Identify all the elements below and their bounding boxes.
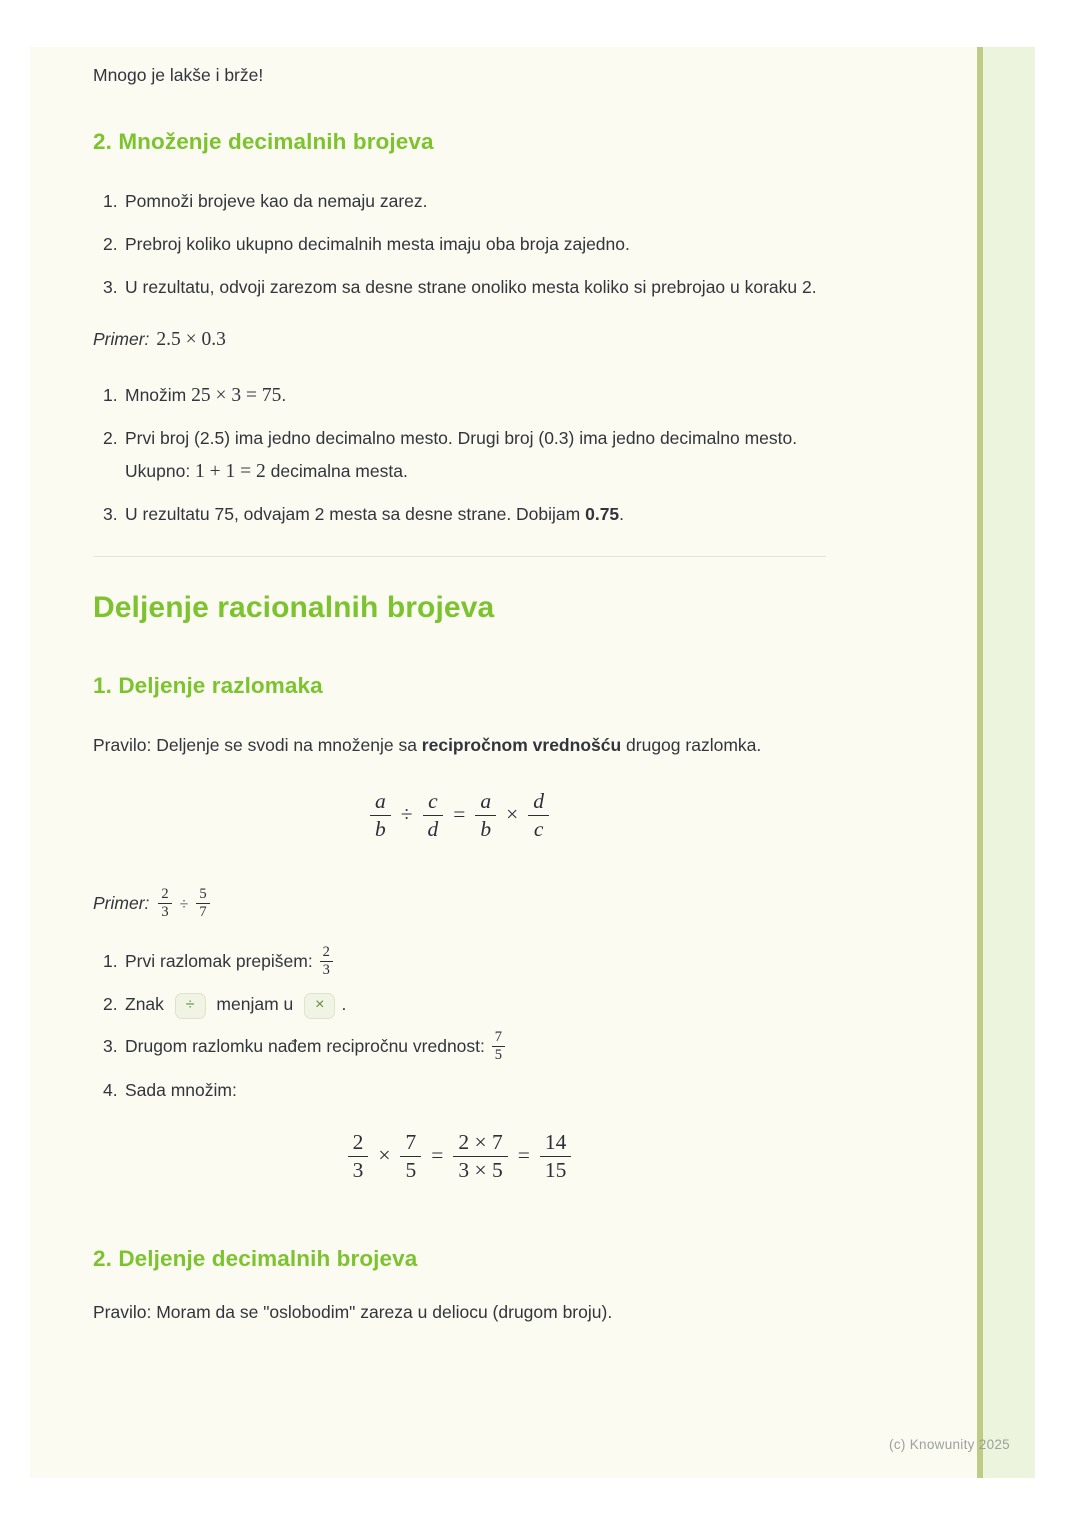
text-segment: Prvi broj (2.5) ima jedno decimalno mesto. Drugi broj (0.3) ima jedno decimalno mesto. Ukupno: (125, 428, 798, 481)
list-item-text (125, 498, 826, 531)
fraction-denominator: c (528, 815, 549, 843)
fraction-numerator: 2 × 7 (458, 1129, 503, 1154)
rule-paragraph (93, 726, 826, 764)
text-segment: decimalna mesta. (265, 461, 408, 481)
list-number: 3. (103, 1036, 118, 1057)
fraction-multiplication-formula (93, 1129, 826, 1185)
fraction (158, 886, 171, 920)
primer-label: Primer: (93, 892, 150, 913)
list-item-text (125, 988, 826, 1021)
multiply-operator: × (378, 1142, 391, 1167)
list-item-text (125, 422, 826, 488)
fraction-denominator: b (475, 815, 496, 843)
section-divider (93, 556, 826, 557)
list-number: 3. (103, 277, 118, 297)
fraction-division-steps-list (93, 945, 826, 1107)
list-item-text (125, 1030, 826, 1065)
list-item (103, 988, 826, 1021)
text-segment: . (341, 994, 347, 1015)
list-item (103, 185, 826, 218)
list-item (103, 228, 826, 261)
fraction-denominator: 3 (320, 961, 333, 979)
fraction (320, 944, 333, 978)
text-segment: drugog razlomka. (621, 735, 762, 755)
divide-sign-badge: ÷ (175, 993, 206, 1019)
text-segment: . (619, 504, 625, 524)
multiplication-example-list (93, 379, 826, 531)
list-item (103, 945, 826, 980)
bold-term: recipročnom vrednošću (421, 735, 622, 755)
fraction-denominator: 5 (400, 1156, 421, 1184)
text-segment: U rezultatu 75, odvajam 2 mesta sa desne strane. Dobijam (125, 504, 586, 524)
text-segment: Množim (125, 385, 192, 405)
fraction-numerator: 2 (161, 885, 169, 902)
fraction (423, 788, 444, 844)
text-segment: Prvi razlomak prepišem: (125, 950, 318, 971)
math-expression: 25 × 3 = 75 (191, 385, 282, 406)
fraction (196, 886, 209, 920)
fraction-denominator: 3 (348, 1156, 369, 1184)
list-item-text: Prebroj koliko ukupno decimalnih mesta imaju oba broja zajedno. (125, 234, 630, 254)
page-content (93, 47, 826, 1343)
text-segment: . (281, 385, 287, 405)
fraction (540, 1129, 572, 1185)
list-item-text (125, 945, 826, 980)
list-number: 1. (103, 385, 118, 405)
fraction (453, 1129, 507, 1185)
fraction-numerator: d (533, 789, 545, 813)
list-item (103, 1074, 826, 1107)
list-number: 2. (103, 234, 118, 254)
list-number: 4. (103, 1079, 118, 1100)
fraction-denominator: 15 (540, 1156, 572, 1184)
list-item-text: Pomnoži brojeve kao da nemaju zarez. (125, 191, 428, 211)
fraction (475, 788, 496, 844)
list-item (103, 379, 826, 412)
page-edge-stripe-light (983, 47, 1035, 1478)
fraction (528, 788, 549, 844)
fraction-numerator: 2 (352, 1129, 364, 1154)
bold-result: 0.75 (585, 504, 620, 524)
fraction-numerator: 14 (544, 1129, 567, 1154)
text-segment: Drugom razlomku nađem recipročnu vrednost: (125, 1036, 490, 1057)
example-intro-line (93, 886, 826, 922)
fraction-numerator: 7 (494, 1029, 502, 1046)
multiply-operator: × (506, 801, 519, 826)
fraction-denominator: b (370, 815, 391, 843)
fraction-numerator: 5 (199, 885, 207, 902)
divide-operator: ÷ (400, 801, 413, 826)
section-heading-multiplication: 2. Množenje decimalnih brojeva (93, 129, 434, 154)
list-item (103, 498, 826, 531)
section-heading-fraction-division: 1. Deljenje razlomaka (93, 673, 323, 698)
fraction-numerator: a (480, 789, 492, 813)
list-number: 2. (103, 994, 118, 1015)
text-segment: Znak (125, 994, 169, 1015)
section-heading-decimal-division: 2. Deljenje decimalnih brojeva (93, 1245, 418, 1271)
fraction-numerator: 7 (405, 1129, 417, 1154)
primer-label: Primer: (93, 329, 150, 349)
fraction-division-formula (93, 788, 826, 844)
rule-paragraph: Pravilo: Moram da se "oslobodim" zareza u deliocu (drugom broju). (93, 1301, 613, 1322)
fraction (492, 1029, 505, 1063)
math-expression: 1 + 1 = 2 (195, 461, 266, 482)
list-item-text: U rezultatu, odvoji zarezom sa desne strane onoliko mesta koliko si prebrojao u koraku 2. (125, 277, 817, 297)
fraction (348, 1129, 369, 1185)
equals-sign: = (517, 1142, 530, 1167)
fraction-denominator: d (423, 815, 444, 843)
list-number: 3. (103, 504, 118, 524)
text-segment: menjam u (211, 994, 299, 1015)
list-number: 1. (103, 191, 118, 211)
fraction-denominator: 3 (158, 903, 171, 921)
fraction (370, 788, 391, 844)
fraction-denominator: 3 × 5 (453, 1156, 507, 1184)
list-number: 1. (103, 950, 118, 971)
list-item (103, 422, 826, 488)
list-item-text: Sada množim: (125, 1079, 237, 1100)
list-item (103, 271, 826, 304)
fraction-denominator: 5 (492, 1046, 505, 1064)
example-intro-line (93, 326, 826, 353)
divide-operator: ÷ (179, 895, 189, 913)
fraction (400, 1129, 421, 1185)
fraction-numerator: c (428, 789, 438, 813)
list-item (103, 1030, 826, 1065)
equals-sign: = (431, 1142, 444, 1167)
equals-sign: = (453, 801, 466, 826)
math-expression: 2.5 × 0.3 (156, 329, 226, 350)
list-item-text (125, 379, 826, 412)
fraction-numerator: a (374, 789, 386, 813)
multiplication-steps-list (93, 185, 826, 304)
multiply-sign-badge: × (304, 993, 335, 1019)
main-title-division: Deljenje racionalnih brojeva (93, 591, 495, 624)
fraction-numerator: 2 (322, 943, 330, 960)
copyright-footer: (c) Knowunity 2025 (889, 1437, 1010, 1452)
list-number: 2. (103, 428, 118, 448)
text-segment: Pravilo: Deljenje se svodi na množenje sa (93, 735, 422, 755)
fraction-denominator: 7 (196, 903, 209, 921)
intro-paragraph: Mnogo je lakše i brže! (93, 65, 264, 85)
